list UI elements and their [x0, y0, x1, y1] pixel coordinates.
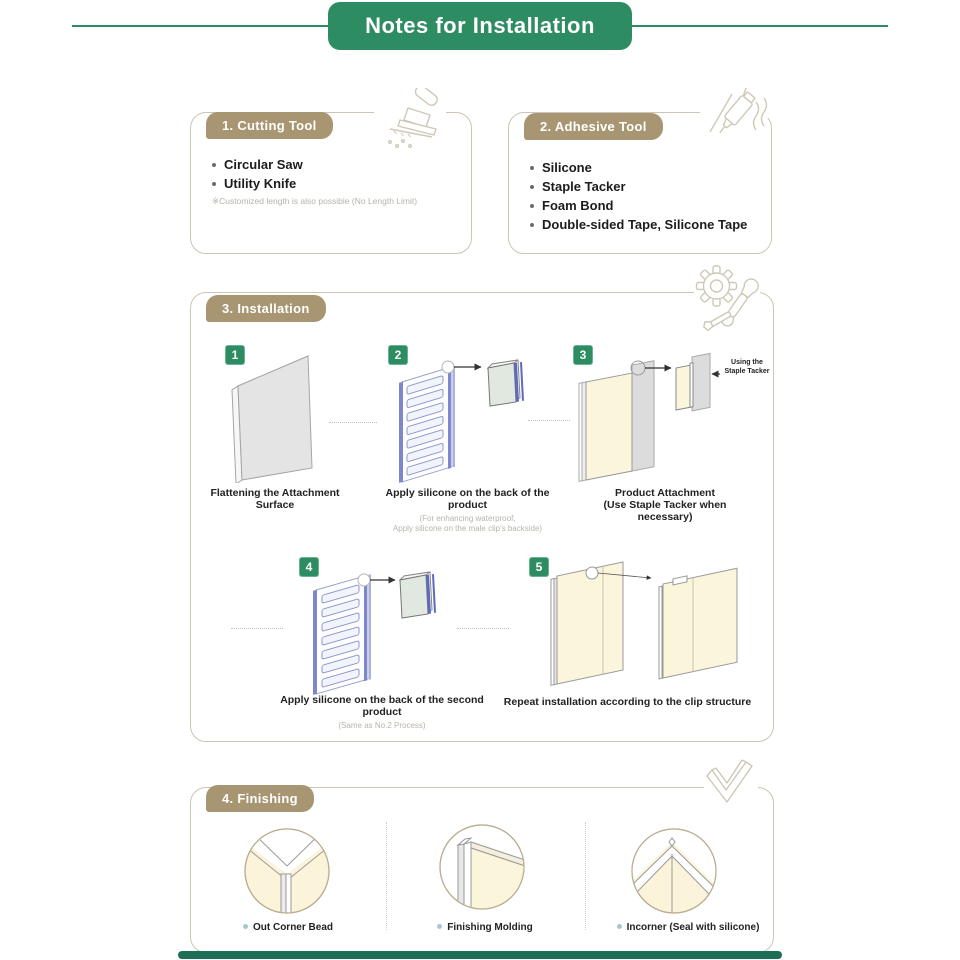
- bullet-icon: [530, 166, 534, 170]
- list-item: Foam Bond: [530, 196, 747, 215]
- step4-caption: Apply silicone on the back of the second product (Same as No.2 Process): [272, 694, 492, 731]
- step2-subcaption: (For enhancing waterproof, Apply silicone on the male clip's backside): [392, 514, 543, 533]
- adhesive-tool-title: 2. Adhesive Tool: [524, 113, 663, 140]
- step-number: 5: [529, 557, 549, 577]
- out-corner-bead-diagram: [242, 826, 332, 916]
- bullet-icon: [212, 163, 216, 167]
- header-rule-right: [632, 25, 888, 27]
- step-separator: [231, 628, 283, 629]
- page-title: Notes for Installation: [365, 13, 595, 38]
- installation-title: 3. Installation: [206, 295, 326, 322]
- bullet-icon: [530, 204, 534, 208]
- step-separator: [457, 628, 509, 629]
- finishing-title: 4. Finishing: [206, 785, 314, 812]
- bullet-icon: [243, 924, 248, 929]
- bullet-icon: [530, 223, 534, 227]
- finishing-label: Finishing Molding: [420, 922, 550, 933]
- step3-caption: Product Attachment (Use Staple Tacker when necessary): [603, 487, 727, 523]
- step4-subcaption: (Same as No.2 Process): [338, 721, 426, 730]
- adhesive-tool-list: [530, 158, 747, 234]
- bullet-icon: [437, 924, 442, 929]
- finishing-separator: [386, 822, 387, 930]
- bullet-icon: [530, 185, 534, 189]
- step-number: 2: [388, 345, 408, 365]
- step-number: 4: [299, 557, 319, 577]
- finishing-separator: [585, 822, 586, 930]
- step3-attachment-diagram: [578, 342, 723, 487]
- finishing-molding-diagram: [437, 822, 527, 912]
- step4-silicone-diagram: [296, 560, 448, 700]
- finishing-label: Out Corner Bead: [228, 922, 348, 933]
- step5-caption: Repeat installation according to the clip structure: [503, 696, 752, 708]
- length-note: ※Customized length is also possible (No Length Limit): [212, 196, 418, 206]
- gear-wrench-icon: [692, 260, 764, 334]
- staple-tacker-annotation: Using the Staple Tacker: [724, 359, 770, 375]
- bullet-icon: [212, 182, 216, 186]
- header-rule-left: [72, 25, 328, 27]
- list-item: Double-sided Tape, Silicone Tape: [530, 215, 747, 234]
- cutting-tool-title: 1. Cutting Tool: [206, 112, 333, 139]
- cutting-tool-list: [212, 155, 417, 207]
- step1-caption: Flattening the Attachment Surface: [210, 487, 340, 511]
- step-number: 1: [225, 345, 245, 365]
- list-item: Circular Saw: [212, 155, 417, 174]
- list-item: Staple Tacker: [530, 177, 747, 196]
- step2-caption: Apply silicone on the back of the product (For enhancing waterproof, Apply silicone on the male clip's backside): [365, 487, 570, 534]
- step-separator: [329, 422, 377, 423]
- step5-repeat-diagram: [545, 558, 750, 698]
- step2-silicone-diagram: [386, 350, 536, 490]
- corner-molding-icon: [702, 756, 760, 810]
- step1-panel-diagram: [222, 348, 332, 483]
- list-item: Silicone: [530, 158, 747, 177]
- bullet-icon: [617, 924, 622, 929]
- list-item: Utility Knife: [212, 174, 417, 193]
- page-title-banner: [328, 2, 632, 50]
- finishing-label: Incorner (Seal with silicone): [608, 922, 768, 933]
- bottom-accent-bar: [178, 951, 782, 959]
- incorner-diagram: [629, 826, 719, 916]
- circular-saw-icon: [372, 88, 448, 154]
- silicone-tube-icon: [698, 84, 770, 154]
- step-separator: [528, 420, 570, 421]
- step-number: 3: [573, 345, 593, 365]
